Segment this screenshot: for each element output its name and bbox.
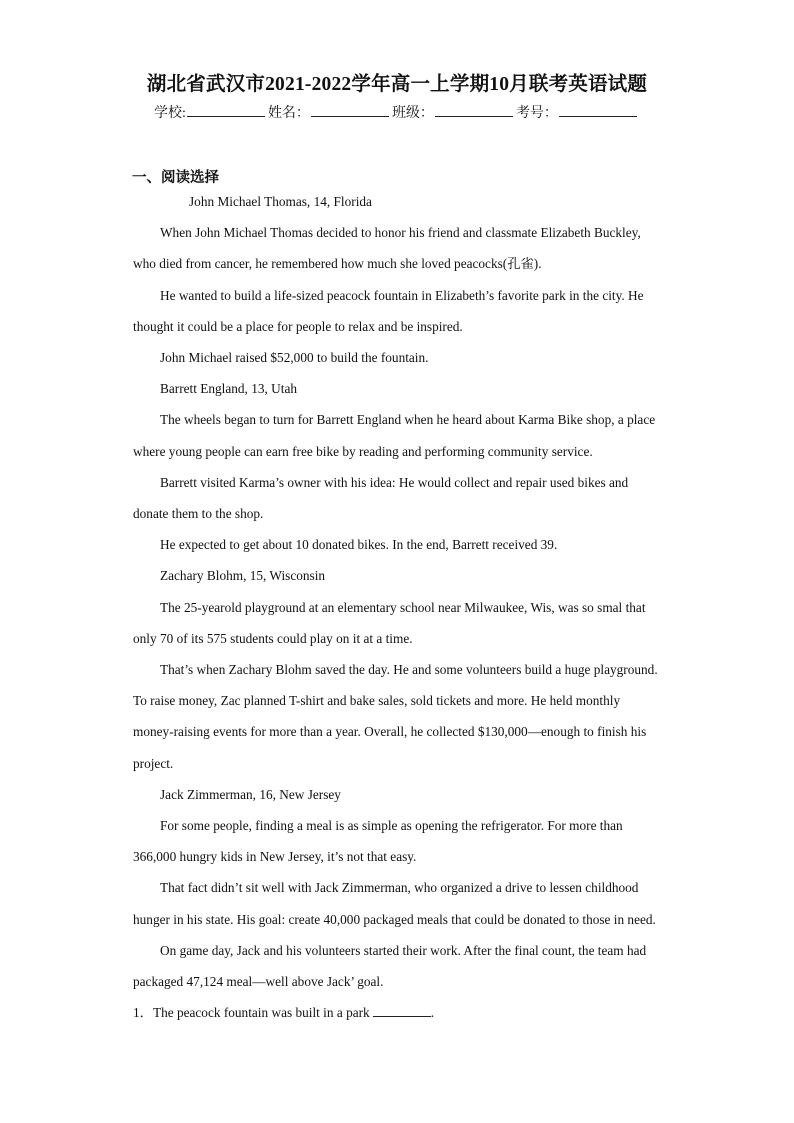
class-label: 班级： bbox=[391, 106, 434, 121]
name-label: 姓名： bbox=[267, 106, 310, 121]
number-label: 考号： bbox=[515, 106, 558, 121]
name-blank[interactable] bbox=[311, 104, 389, 117]
reading-passage bbox=[133, 186, 663, 1028]
passage-paragraph: On game day, Jack and his volunteers started their work. After the final count, the team had packaged 47,124 meal—well above Jack’ goal. bbox=[133, 942, 647, 990]
question-text: The peacock fountain was built in a park bbox=[152, 1005, 370, 1021]
number-blank[interactable] bbox=[559, 104, 637, 117]
page-title: 湖北省武汉市2021-2022学年高一上学期10月联考英语试题 bbox=[146, 74, 648, 95]
school-label: 学校: bbox=[154, 106, 186, 121]
passage-paragraph: He wanted to build a life-sized peacock fountain in Elizabeth’s favorite park in the city. He thought it could be a place for people to relax and be inspired. bbox=[133, 287, 644, 334]
question-end: . bbox=[430, 1005, 435, 1021]
passage-subheading: Zachary Blohm, 15, Wisconsin bbox=[160, 568, 326, 584]
student-info-line bbox=[0, 102, 794, 122]
passage-paragraph: The 25-yearold playground at an elementary school near Milwaukee, Wis, was so smal that only 70 of its 575 students could play on it at a time. bbox=[133, 599, 646, 646]
passage-subheading: Barrett England, 13, Utah bbox=[160, 381, 297, 397]
class-blank[interactable] bbox=[435, 104, 513, 117]
section-heading: 一、阅读选择 bbox=[132, 170, 219, 186]
question-number: 1． bbox=[133, 1005, 153, 1021]
question-1 bbox=[133, 997, 663, 1028]
passage-subheading: Jack Zimmerman, 16, New Jersey bbox=[160, 786, 341, 802]
passage-paragraph: He expected to get about 10 donated bikes. In the end, Barrett received 39. bbox=[160, 537, 558, 553]
passage-paragraph: That’s when Zachary Blohm saved the day. He and some volunteers build a huge playground. To raise money, Zac planned T-shirt and bake sales, sold tickets and more. He held monthly money-raising events for more than a year. Overall, he collected $130,000—enough to finish his project. bbox=[133, 662, 658, 771]
passage-paragraph: The wheels began to turn for Barrett England when he heard about Karma Bike shop, a place where young people can earn free bike by reading and performing community service. bbox=[133, 412, 656, 459]
school-blank[interactable] bbox=[187, 104, 265, 117]
passage-paragraph: John Michael raised $52,000 to build the fountain. bbox=[160, 350, 429, 366]
answer-blank[interactable] bbox=[373, 1004, 431, 1017]
passage-paragraph: That fact didn’t sit well with Jack Zimmerman, who organized a drive to lessen childhood hunger in his state. His goal: create 40,000 packaged meals that could be donated to those in need. bbox=[133, 880, 656, 927]
passage-paragraph: Barrett visited Karma’s owner with his idea: He would collect and repair used bikes and donate them to the shop. bbox=[133, 474, 629, 522]
passage-paragraph: For some people, finding a meal is as simple as opening the refrigerator. For more than 366,000 hungry kids in New Jersey, it’s not that easy. bbox=[133, 818, 623, 865]
passage-subheading: John Michael Thomas, 14, Florida bbox=[189, 194, 372, 209]
passage-paragraph: When John Michael Thomas decided to honor his friend and classmate Elizabeth Buckley, who died from cancer, he remembered how much she loved peacocks(孔雀). bbox=[133, 225, 641, 272]
